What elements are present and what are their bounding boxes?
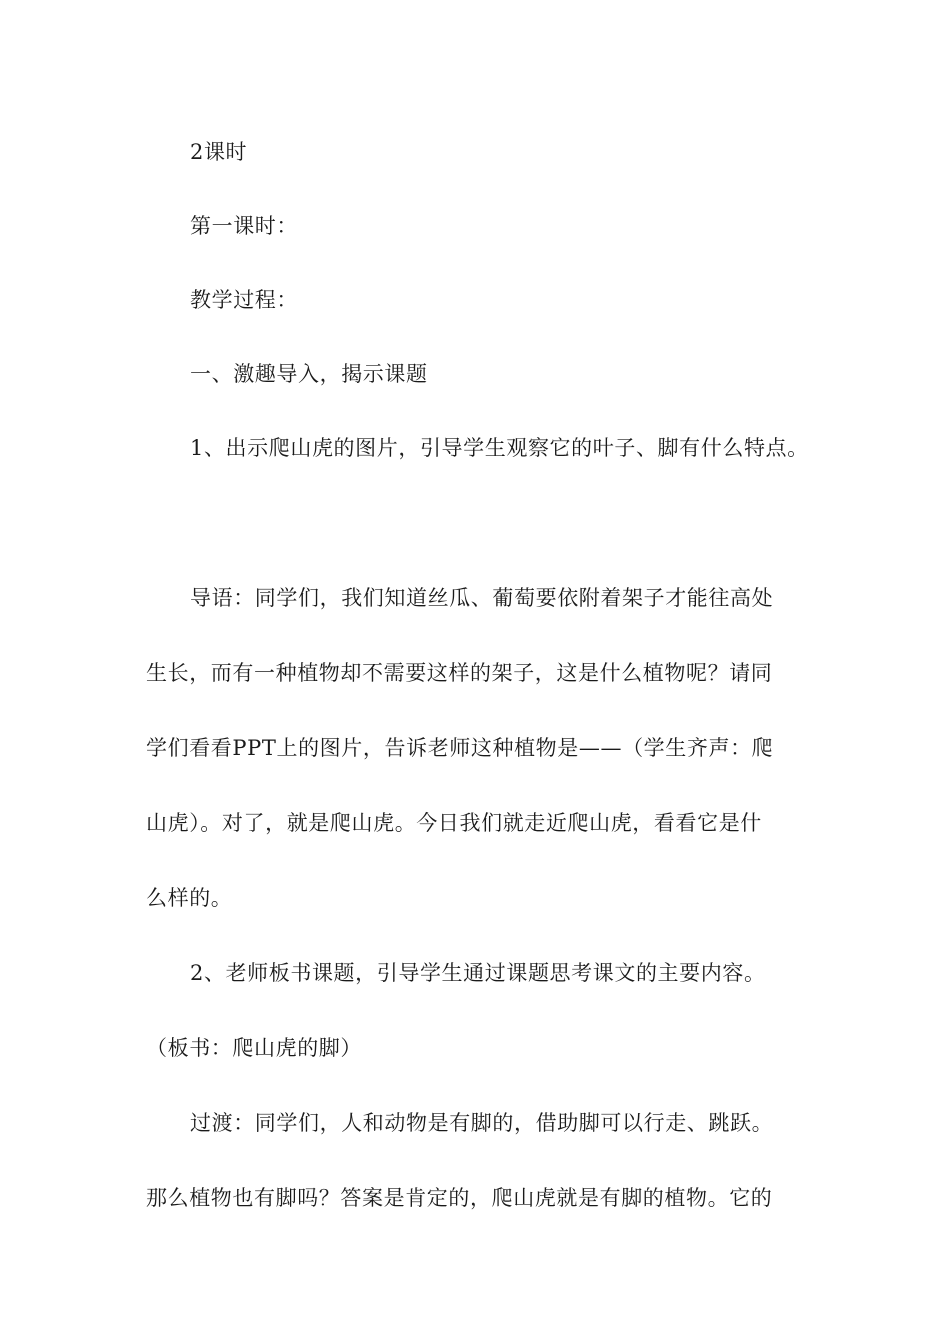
step-2-text: 2、老师板书课题，引导学生通过课题思考课文的主要内容。 <box>190 961 766 985</box>
lesson-count: 2课时 <box>190 140 248 164</box>
intro-paragraph-line-4: 山虎）。对了，就是爬山虎。今日我们就走近爬山虎，看看它是什 <box>146 811 762 835</box>
intro-paragraph-line-1: 导语：同学们，我们知道丝瓜、葡萄要依附着架子才能往高处 <box>190 586 774 610</box>
intro-paragraph-line-2: 生长，而有一种植物却不需要这样的架子，这是什么植物呢？请同 <box>146 661 773 685</box>
blackboard-note: （板书：爬山虎的脚） <box>146 1036 362 1060</box>
section-heading-intro: 一、激趣导入，揭示课题 <box>190 362 428 386</box>
intro-paragraph-line-5: 么样的。 <box>146 886 233 910</box>
transition-paragraph-line-1: 过渡：同学们，人和动物是有脚的，借助脚可以行走、跳跃。 <box>190 1111 774 1135</box>
transition-paragraph-line-2: 那么植物也有脚吗？答案是肯定的，爬山虎就是有脚的植物。它的 <box>146 1186 773 1210</box>
teaching-process-heading: 教学过程： <box>190 288 298 312</box>
intro-paragraph-line-3: 学们看看PPT上的图片，告诉老师这种植物是——（学生齐声：爬 <box>146 736 774 760</box>
step-1-text: 1、出示爬山虎的图片，引导学生观察它的叶子、脚有什么特点。 <box>190 436 809 460</box>
first-lesson-heading: 第一课时： <box>190 214 298 238</box>
